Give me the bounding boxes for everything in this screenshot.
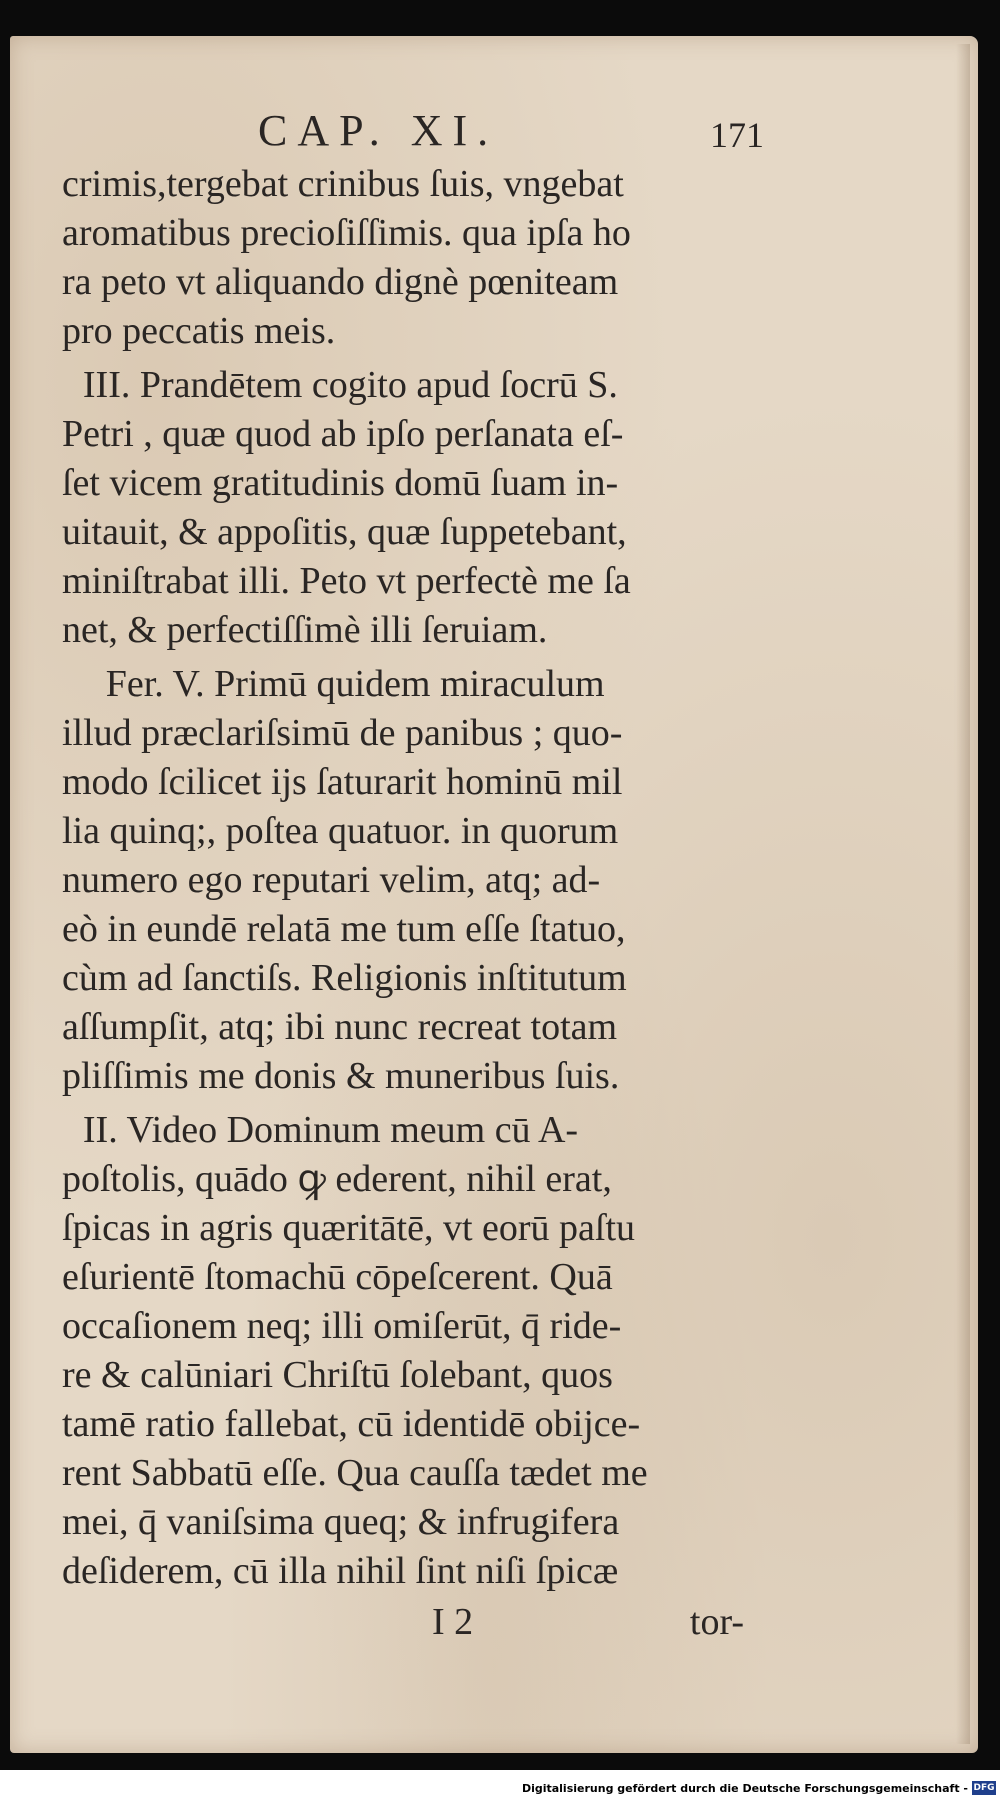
catchword: tor- bbox=[689, 1601, 744, 1643]
running-head bbox=[62, 102, 762, 160]
text-line: pliſſimis me donis & muneribus ſuis. bbox=[62, 1055, 620, 1097]
text-line: crimis,tergebat crinibus ſuis, vngebat bbox=[62, 163, 624, 205]
dfg-logo: DFG bbox=[973, 1783, 995, 1793]
funding-credit: Digitalisierung gefördert durch die Deutsche Forschungsgemeinschaft - bbox=[521, 1782, 968, 1795]
text-line: illud præclariſsimū de panibus ; quo- bbox=[62, 712, 623, 754]
text-line: miniſtrabat illi. Peto vt perfectè me ſa bbox=[62, 560, 631, 602]
text-line: eſurientē ſtomachū cōpeſcerent. Quā bbox=[62, 1256, 613, 1298]
text-line: eò in eundē relatā me tum eſſe ſtatuo, bbox=[62, 908, 626, 950]
text-line: aſſumpſit, atq; ibi nunc recreat totam bbox=[62, 1006, 618, 1048]
page-edge-shadow bbox=[956, 44, 970, 1744]
text-line: ſet vicem gratitudinis domū ſuam in- bbox=[62, 462, 619, 504]
page-footer bbox=[62, 1596, 762, 1648]
book-page bbox=[10, 36, 978, 1753]
text-line: modo ſcilicet ijs ſaturarit hominū mil bbox=[62, 761, 623, 803]
text-line: deſiderem, cū illa nihil ſint niſi ſpicæ bbox=[62, 1550, 619, 1592]
text-line: Petri , quæ quod ab ipſo perſanata eſ- bbox=[62, 413, 624, 455]
text-block bbox=[62, 102, 762, 1648]
text-line: numero ego reputari velim, atq; ad- bbox=[62, 859, 601, 901]
text-line: pro peccatis meis. bbox=[62, 310, 336, 352]
signature-mark: I 2 bbox=[432, 1601, 474, 1643]
text-line: poſtolis, quādo ꝙ ederent, nihil erat, bbox=[62, 1158, 612, 1200]
text-line: Fer. V. Primū quidem miraculum bbox=[105, 663, 605, 705]
text-line: lia quinq;, poſtea quatuor. in quorum bbox=[62, 810, 619, 852]
text-line: cùm ad ſanctiſs. Religionis inſtitutum bbox=[62, 957, 627, 999]
text-line: tamē ratio fallebat, cū identidē obijce- bbox=[62, 1403, 641, 1445]
text-line: ra peto vt aliquando dignè pœniteam bbox=[62, 261, 619, 303]
text-line: aromatibus precioſiſſimis. qua ipſa ho bbox=[62, 212, 631, 254]
digitization-footer bbox=[0, 1770, 1000, 1808]
text-line: re & calūniari Chriſtū ſolebant, quos bbox=[62, 1354, 613, 1396]
chapter-heading: CAP. XI. bbox=[258, 106, 499, 155]
text-line: occaſionem neq; illi omiſerūt, q̄ ride- bbox=[62, 1305, 622, 1347]
body-text bbox=[62, 160, 762, 1596]
page-number: 171 bbox=[710, 115, 764, 155]
text-line: III. Prandētem cogito apud ſocrū S. bbox=[82, 364, 618, 406]
text-line: mei, q̄ vaniſsima queq; & infrugifera bbox=[62, 1501, 620, 1543]
text-line: net, & perfectiſſimè illi ſeruiam. bbox=[62, 609, 548, 651]
text-line: uitauit, & appoſitis, quæ ſuppetebant, bbox=[62, 511, 627, 553]
text-line: rent Sabbatū eſſe. Qua cauſſa tædet me bbox=[62, 1452, 648, 1494]
text-line: ſpicas in agris quæritātē, vt eorū paſtu bbox=[62, 1207, 636, 1249]
text-line: II. Video Dominum meum cū A- bbox=[82, 1109, 579, 1151]
